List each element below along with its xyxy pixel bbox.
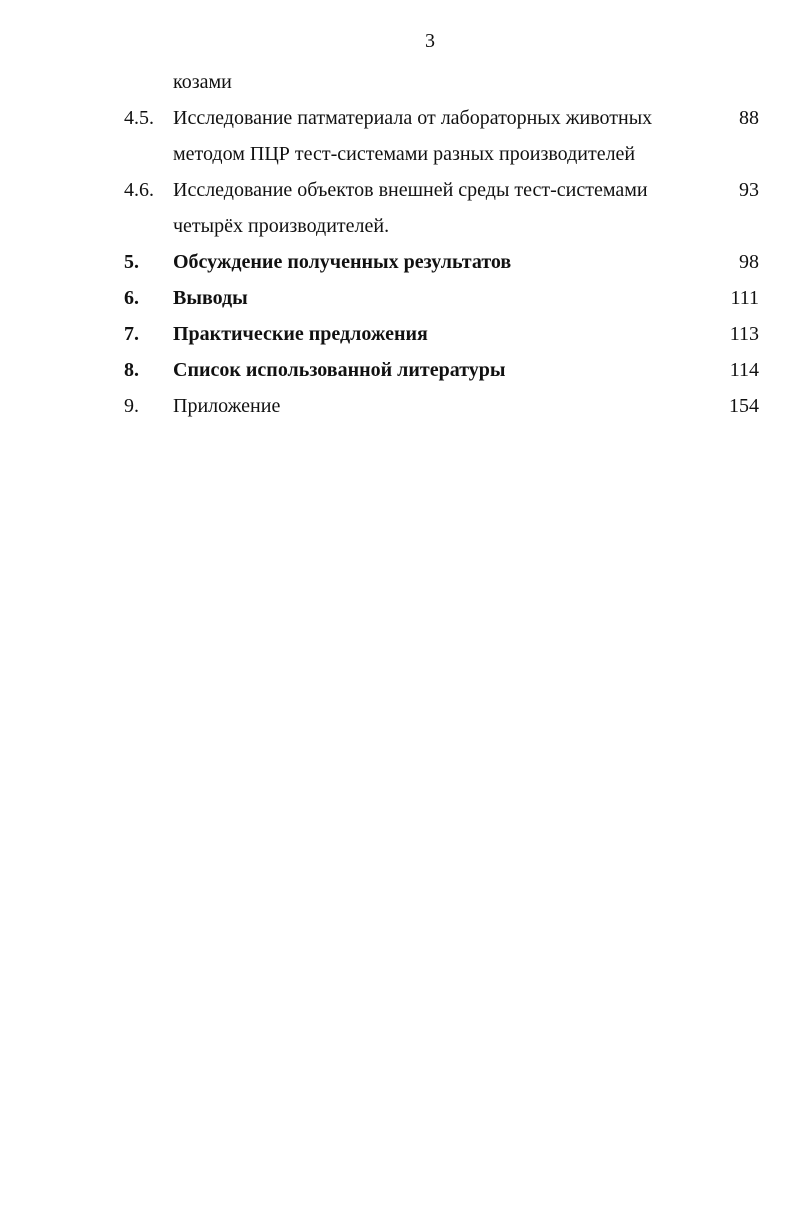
toc-title: Список использованной литературы xyxy=(173,359,506,381)
toc-number: 4.5. xyxy=(124,107,154,129)
toc-line xyxy=(0,136,793,172)
toc-number: 9. xyxy=(124,395,139,417)
toc-line xyxy=(0,280,793,316)
toc-number: 8. xyxy=(124,359,139,381)
toc-page: 154 xyxy=(729,395,759,417)
toc-title: Практические предложения xyxy=(173,323,428,345)
toc-line xyxy=(0,388,793,424)
toc-line xyxy=(0,208,793,244)
toc-page: 114 xyxy=(729,359,759,381)
toc-page: 88 xyxy=(739,107,759,129)
toc-title: Исследование патматериала от лабораторных животных xyxy=(173,107,653,129)
toc-title: Обсуждение полученных результатов xyxy=(173,251,512,273)
toc-number: 6. xyxy=(124,287,139,309)
toc-page: 98 xyxy=(739,251,759,273)
toc-title: Исследование объектов внешней среды тест-системами xyxy=(173,179,648,201)
table-of-contents xyxy=(0,64,793,424)
toc-number: 7. xyxy=(124,323,139,345)
toc-page: 111 xyxy=(730,287,759,309)
toc-line xyxy=(0,316,793,352)
toc-line xyxy=(0,100,793,136)
toc-title: Приложение xyxy=(173,395,281,417)
toc-page: 113 xyxy=(729,323,759,345)
toc-line xyxy=(0,172,793,208)
toc-line xyxy=(0,352,793,388)
toc-title: козами xyxy=(173,71,232,93)
toc-title: четырёх производителей. xyxy=(173,215,390,237)
toc-line xyxy=(0,244,793,280)
toc-title: методом ПЦР тест-системами разных производителей xyxy=(173,143,636,165)
toc-page: 93 xyxy=(739,179,759,201)
toc-number: 5. xyxy=(124,251,139,273)
toc-line xyxy=(0,64,793,100)
toc-title: Выводы xyxy=(173,287,248,309)
page-number: 3 xyxy=(425,30,435,52)
toc-number: 4.6. xyxy=(124,179,154,201)
